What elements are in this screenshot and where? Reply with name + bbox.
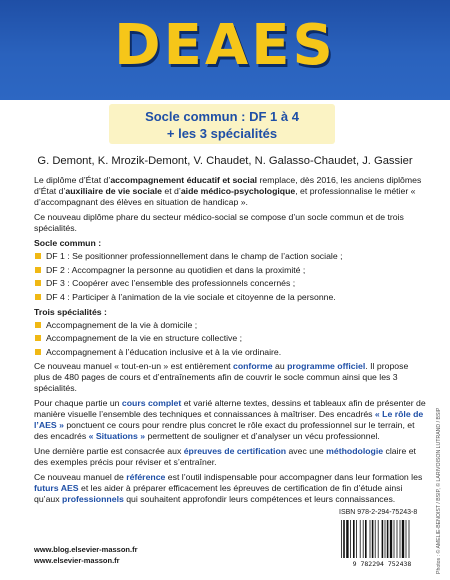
photo-credits: Photos : © AMELIE-BENOIST / BSIP, © LARIVOISON LUTRAND / BSIP [436, 407, 442, 574]
barcode-bar [372, 520, 374, 558]
header-band [0, 0, 450, 100]
subtitle-line-2: + les 3 spécialités [166, 126, 278, 141]
barcode-digits: 9 782294 752438 [352, 560, 412, 568]
socle-heading: Socle commun : [34, 238, 102, 248]
square-bullet-icon [35, 294, 41, 300]
url-blog[interactable]: www.blog.elsevier-masson.fr [34, 545, 138, 554]
barcode-bar [363, 520, 364, 558]
book-title: DEAES [114, 13, 336, 78]
specialites-heading: Trois spécialités : [34, 306, 107, 317]
chaque-paragraph: Pour chaque partie un cours complet et varié alterne textes, dessins et tableaux afin de présenter de manière visuelle l’ensemble des techniques et connaissances à maîtriser. Des encadrés « Le rôle de l’AES » ponctuent ce cours pour rendre plus concret le rôle exact du professionnel sur le terrain, et des encadrés « Situations » permettent de souligner et d’analyser un vécu professionnel. [34, 397, 426, 441]
barcode-bars [341, 520, 409, 558]
back-cover-text [34, 175, 426, 509]
barcode-bar [406, 520, 407, 558]
square-bullet-icon [35, 267, 41, 273]
barcode-bar [385, 520, 386, 558]
list-item: DF 4 : Participer à l’animation de la vie sociale et citoyenne de la personne. [34, 292, 426, 303]
barcode-bar [343, 520, 345, 558]
authors: G. Demont, K. Mrozik-Demont, V. Chaudet, N. Galasso-Chaudet, J. Gassier [37, 155, 413, 167]
subtitle-box [109, 104, 335, 144]
square-bullet-icon [35, 253, 41, 259]
square-bullet-icon [35, 335, 41, 341]
intro-paragraph-2: Ce nouveau diplôme phare du secteur médico-social se compose d’un socle commun et de trois spécialités. [34, 212, 404, 233]
barcode-bar [382, 520, 384, 558]
url-site[interactable]: www.elsevier-masson.fr [34, 556, 120, 565]
barcode-bar [402, 520, 404, 558]
list-item: DF 1 : Se positionner professionnellement dans le champ de l’action sociale ; [34, 251, 426, 262]
barcode-bar [370, 520, 371, 558]
socle-list [34, 251, 426, 303]
square-bullet-icon [35, 280, 41, 286]
manuel-paragraph: Ce nouveau manuel « tout-en-un » est entièrement conforme au programme officiel. Il propose plus de 480 pages de cours et d’entraînements afin de couvrir le socle commun ainsi que les 3 spécialités. [34, 360, 409, 393]
square-bullet-icon [35, 322, 41, 328]
list-item: Accompagnement de la vie en structure collective ; [34, 333, 426, 344]
barcode-bar [341, 520, 342, 558]
barcode-bar [365, 520, 367, 558]
barcode-bar [409, 520, 410, 558]
list-item: Accompagnement de la vie à domicile ; [34, 320, 426, 331]
list-item: Accompagnement à l’éducation inclusive et à la vie ordinaire. [34, 347, 426, 358]
publisher-urls [34, 544, 138, 566]
barcode-bar [356, 520, 357, 558]
barcode-bar [350, 520, 351, 558]
reference-paragraph: Ce nouveau manuel de référence est l’outil indispensable pour accompagner dans leur formation les futurs AES et les aider à préparer efficacement les épreuves de certification de fin d’étude ainsi qu’aux professionnels qui souhaitent approfondir leurs compétences et leurs connaissances. [34, 471, 423, 504]
barcode-bar [353, 520, 355, 558]
barcode [337, 518, 427, 568]
barcode-bar [360, 520, 361, 558]
barcode-bar [394, 520, 395, 558]
list-item: DF 3 : Coopérer avec l’ensemble des professionnels concernés ; [34, 278, 426, 289]
barcode-bar [375, 520, 376, 558]
intro-paragraph: Le diplôme d’État d’accompagnement éducatif et social remplace, dès 2016, les anciens diplômes d’État d’auxiliaire de vie sociale et d’aide médico-psychologique, et professionnalise le métier « d’accompagnant des élèves en situation de handicap ». [34, 175, 422, 207]
list-item: DF 2 : Accompagner la personne au quotidien et dans la proximité ; [34, 265, 426, 276]
barcode-bar [387, 520, 389, 558]
barcode-bar [400, 520, 401, 558]
barcode-bar [397, 520, 398, 558]
square-bullet-icon [35, 349, 41, 355]
derniere-paragraph: Une dernière partie est consacrée aux épreuves de certification avec une méthodologie claire et des exemples précis pour réviser et s’entraîner. [34, 445, 416, 467]
barcode-bar [390, 520, 392, 558]
isbn: ISBN 978-2-294-75243-8 [339, 509, 418, 516]
subtitle-line-1: Socle commun : DF 1 à 4 [145, 109, 299, 124]
specialites-list [34, 320, 426, 358]
barcode-bar [346, 520, 348, 558]
barcode-bar [378, 520, 379, 558]
